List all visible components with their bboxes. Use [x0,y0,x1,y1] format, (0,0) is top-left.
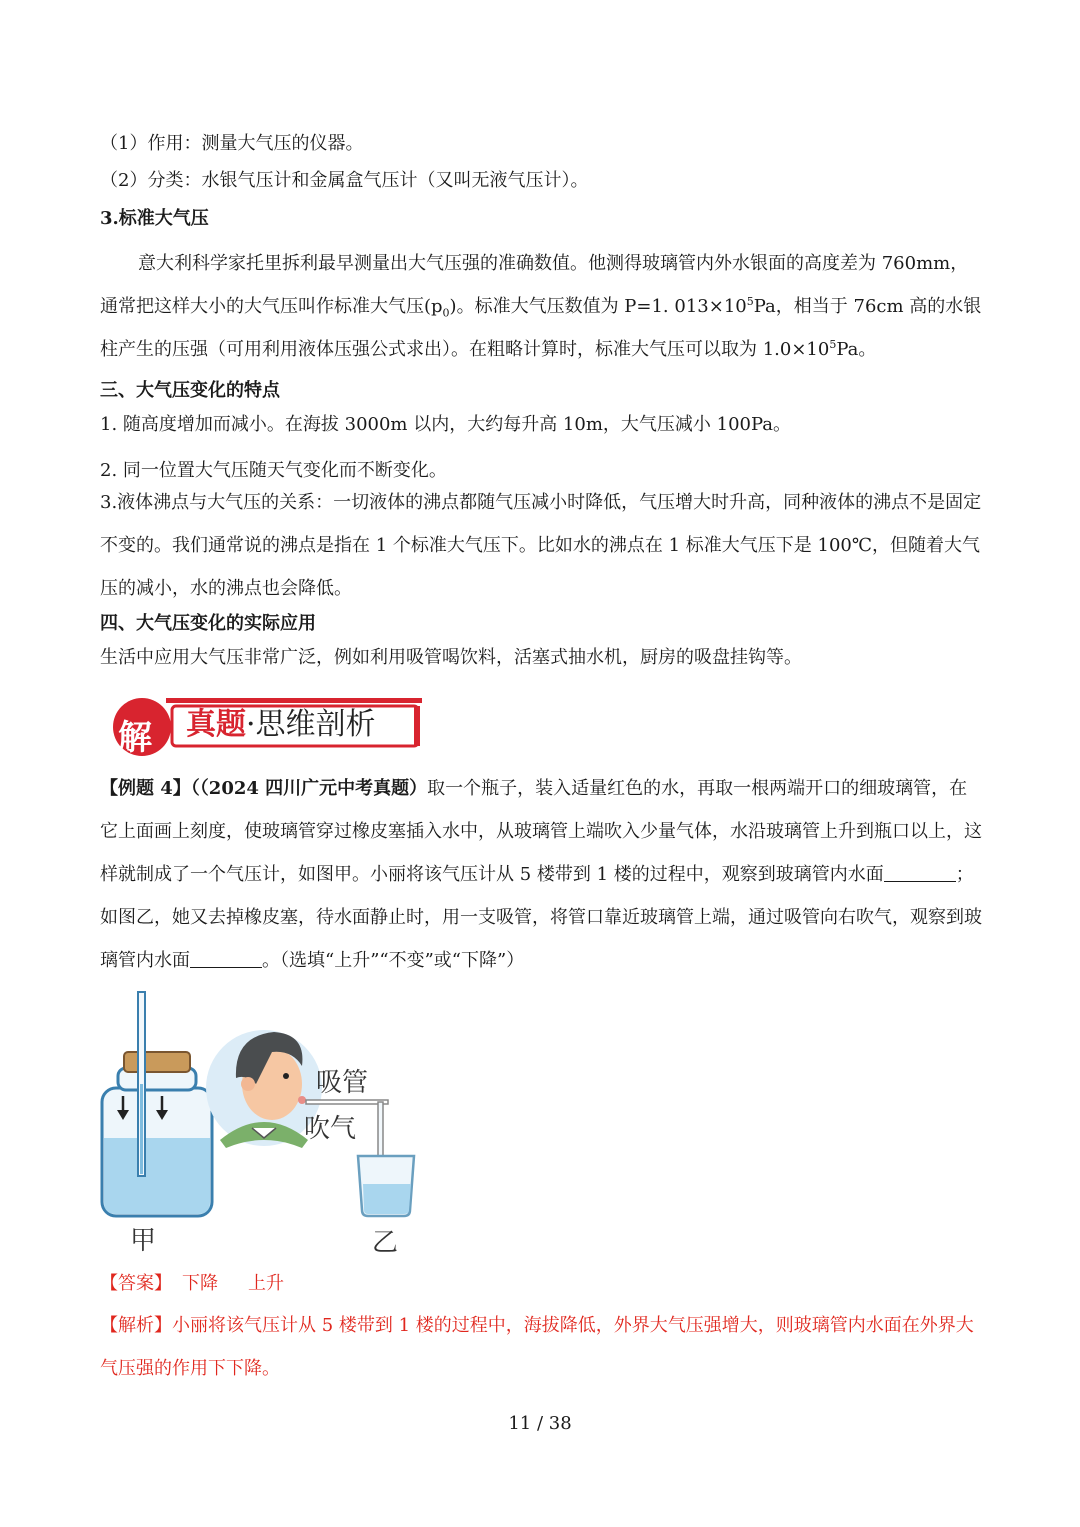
banner-title [186,706,376,744]
classification-line: （2）分类：水银气压计和金属盒气压计（又叫无液气压计）。 [100,170,589,191]
label-blow: 吹气 [304,1114,357,1144]
std-text-2: )。标准大气压数值为 P=1. 013×10 [449,296,747,317]
std-text-3: Pa，相当于 76cm 高的水银柱产生的压强（可用利用液体压强公式求出）。在粗略计算时，标准大气压可以取为 1.0×10 [100,296,982,360]
banner-title-light: 思维剖析 [255,707,376,742]
feature-item-2: 2. 同一位置大气压随天气变化而不断变化。 [100,460,447,481]
example-text-1: 取一个瓶子，装入适量红色的水，再取一根两端开口的细玻璃管，在它上面画上刻度，使玻璃管穿过橡皮塞插入水中，从玻璃管上端吹入少量气体，水沿玻璃管上升到瓶口以上，这样就制成了一个气压计，如图甲。小丽将该气压计从 5 楼带到 1 楼的过程中，观察到玻璃管内水面 [100,778,982,885]
standard-pressure-paragraph [100,242,985,371]
answer-line [100,1271,284,1297]
answer-blank-1 [884,863,956,882]
analysis-text: 小丽将该气压计从 5 楼带到 1 楼的过程中，海拔降低，外界大气压强增大，则玻璃管内水面在外界大气压强的作用下下降。 [100,1315,974,1379]
banner-title-dot: · [246,707,256,742]
barometer-figure [96,988,426,1250]
analysis-paragraph [100,1304,985,1390]
banner-jie-glyph: 解 [118,718,152,758]
example-text-2: ；如图乙，她又去掉橡皮塞，待水面静止时，用一支吸管，将管口靠近玻璃管上端，通过吸管向右吹气，观察到玻璃管内水面 [100,864,982,971]
feature-item-3: 3.液体沸点与大气压的关系：一切液体的沸点都随气压减小时降低，气压增大时升高，同种液体的沸点不是固定不变的。我们通常说的沸点是指在 1 个标准大气压下。比如水的沸点在 1 标准大气压下是 100℃，但随着大气压的减小，水的沸点也会降低。 [100,492,982,599]
feature-item-1: 1. 随高度增加而减小。在海拔 3000m 以内，大约每升高 10m，大气压减小 100Pa。 [100,414,792,435]
answer-1: 下降 [182,1273,218,1294]
example-source: （（2024 四川广元中考真题） [190,778,428,799]
example-tag: 【例题 4】 [100,778,191,799]
label-jia: 甲 [130,1226,157,1256]
std-text-1: 意大利科学家托里拆利最早测量出大气压强的准确数值。他测得玻璃管内外水银面的高度差为 760mm，通常把这样大小的大气压叫作标准大气压(p [100,253,969,317]
application-text: 生活中应用大气压非常广泛，例如利用吸管喝饮料，活塞式抽水机，厨房的吸盘挂钩等。 [100,647,802,668]
page-number: 11 / 38 [508,1413,572,1434]
section-heading-standard-pressure: 3.标准大气压 [100,208,209,229]
section-heading-4: 四、大气压变化的实际应用 [100,613,316,634]
bottle-barometer-illustration [102,992,212,1216]
example-4-question [100,767,985,982]
answer-2: 上升 [248,1273,284,1294]
label-yi: 乙 [372,1228,399,1258]
label-straw: 吸管 [316,1068,369,1098]
banner-title-strong: 真题 [186,707,246,742]
section-heading-3: 三、大气压变化的特点 [100,380,280,401]
std-text-4: Pa。 [836,339,877,360]
answer-blank-2 [190,949,262,968]
usage-line: （1）作用：测量大气压的仪器。 [100,133,364,154]
analysis-tag: 【解析】 [100,1315,172,1336]
std-subscript: 0 [442,306,450,320]
std-superscript-2: 5 [829,338,837,351]
std-superscript-1: 5 [746,295,754,308]
answer-tag: 【答案】 [100,1273,172,1294]
example-text-3: 。（选填“上升”“不变”或“下降”） [262,950,525,971]
